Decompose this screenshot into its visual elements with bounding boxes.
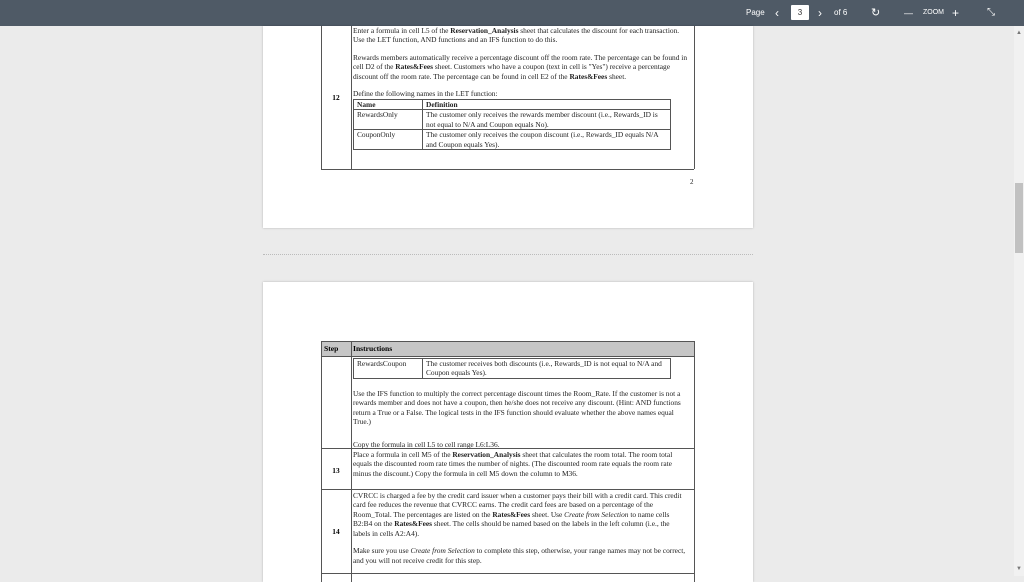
table-row xyxy=(354,359,671,379)
definition-cell: The customer receives both discounts (i.e., Rewards_ID is not equal to N/A and Coupon equals Yes). xyxy=(423,359,671,379)
step-number: 13 xyxy=(332,466,340,475)
page-separator xyxy=(263,254,753,255)
names-table xyxy=(353,99,671,150)
table-row xyxy=(354,130,671,150)
name-cell: RewardsOnly xyxy=(354,110,423,130)
definition-cell: The customer only receives the coupon discount (i.e., Rewards_ID equals N/A and Coupon equals Yes). xyxy=(423,130,671,150)
page-number-input[interactable]: 3 xyxy=(791,5,809,20)
step-12-instructions xyxy=(353,26,687,150)
row-border xyxy=(321,489,694,490)
definition-cell: The customer only receives the rewards member discount (i.e., Rewards_ID is not equal to N/A and Coupon equals No). xyxy=(423,110,671,130)
table-header-row xyxy=(354,99,671,109)
step-header: Step xyxy=(324,344,339,353)
document-page-3 xyxy=(263,282,753,582)
refresh-icon[interactable]: ↻ xyxy=(871,7,881,19)
page-number: 2 xyxy=(690,178,694,186)
table-border xyxy=(351,341,352,582)
step-13-instructions: Place a formula in cell M5 of the Reservation_Analysis sheet that calculates the room total. The room total equals the discounted room rate times the number of nights. (The discounted room rate equals the room rate minus the discount.) Copy the formula in cell M5 down the column to M36. xyxy=(353,450,673,478)
next-page-icon[interactable]: › xyxy=(818,6,822,20)
ifs-instructions: Use the IFS function to multiply the correct percentage discount times the Room_Rate. If the customer is not a rewards member and does not have a coupon, then he/she does not receive any discount. (Hint: AND functions return a True or a False. The logical tests in the IFS function should evaluate whether the above names equal True.) xyxy=(353,389,681,427)
column-header: Name xyxy=(354,99,423,109)
step-number: 14 xyxy=(332,527,340,536)
names-table-continued xyxy=(353,358,671,379)
step-number: 12 xyxy=(332,93,340,102)
zoom-in-icon[interactable]: + xyxy=(952,6,960,20)
column-header: Definition xyxy=(423,99,671,109)
name-cell: RewardsCoupon xyxy=(354,359,423,379)
rewards-paragraph: Rewards members automatically receive a percentage discount off the room rate. The percentage can be found in cell D2 of the Rates&Fees sheet. Customers who have a coupon (text in cell is "Yes") receive a percentage discount off the room rate. The percentage can be found in cell E2 of the Rates&Fees sheet. xyxy=(353,52,688,81)
name-cell: CouponOnly xyxy=(354,130,423,150)
page-count-label: of 6 xyxy=(834,8,848,17)
zoom-label: ZOOM xyxy=(923,9,944,16)
viewer-toolbar xyxy=(0,0,1024,26)
table-border xyxy=(694,357,695,582)
table-border xyxy=(351,26,352,169)
document-page-2 xyxy=(263,26,753,228)
table-border xyxy=(321,169,694,170)
collapse-icon[interactable]: ⤡ xyxy=(987,7,995,18)
scrollbar-thumb[interactable] xyxy=(1015,183,1023,253)
zoom-out-icon[interactable]: — xyxy=(904,8,913,18)
page-label: Page xyxy=(746,8,765,17)
vertical-scrollbar[interactable] xyxy=(1014,26,1024,576)
table-border xyxy=(694,26,695,169)
row-border xyxy=(321,573,694,574)
step-14-instructions: CVRCC is charged a fee by the credit card issuer when a customer pays their bill with a credit card. This credit card fee reduces the revenue that CVRCC earns. The credit card fees are based on a percentage of the Room_Total. The percentages are listed on the Rates&Fees sheet. Use Create from Selection to name cells B2:B4 on the Rates&Fees sheet. The cells should be named based on the labels in the left column (i.e., the labels in cells A2:A4). Make sure you use Create from Selection to complete this step, otherwise, your range names may not be correct, and you will not receive credit for this step. xyxy=(353,491,686,565)
formula-intro: Enter a formula in cell L5 of the Reservation_Analysis sheet that calculates the discount for each transaction. Use the LET function, AND functions and an IFS function to do this. xyxy=(353,26,680,45)
define-names-text: Define the following names in the LET function: xyxy=(353,89,498,99)
copy-instructions: Copy the formula in cell L5 to cell range L6:L36. xyxy=(353,440,500,449)
scroll-down-icon[interactable]: ▼ xyxy=(1016,566,1022,572)
table-row xyxy=(354,110,671,130)
instructions-header: Instructions xyxy=(353,344,393,353)
scroll-up-icon[interactable]: ▲ xyxy=(1016,30,1022,36)
prev-page-icon[interactable]: ‹ xyxy=(775,6,779,20)
